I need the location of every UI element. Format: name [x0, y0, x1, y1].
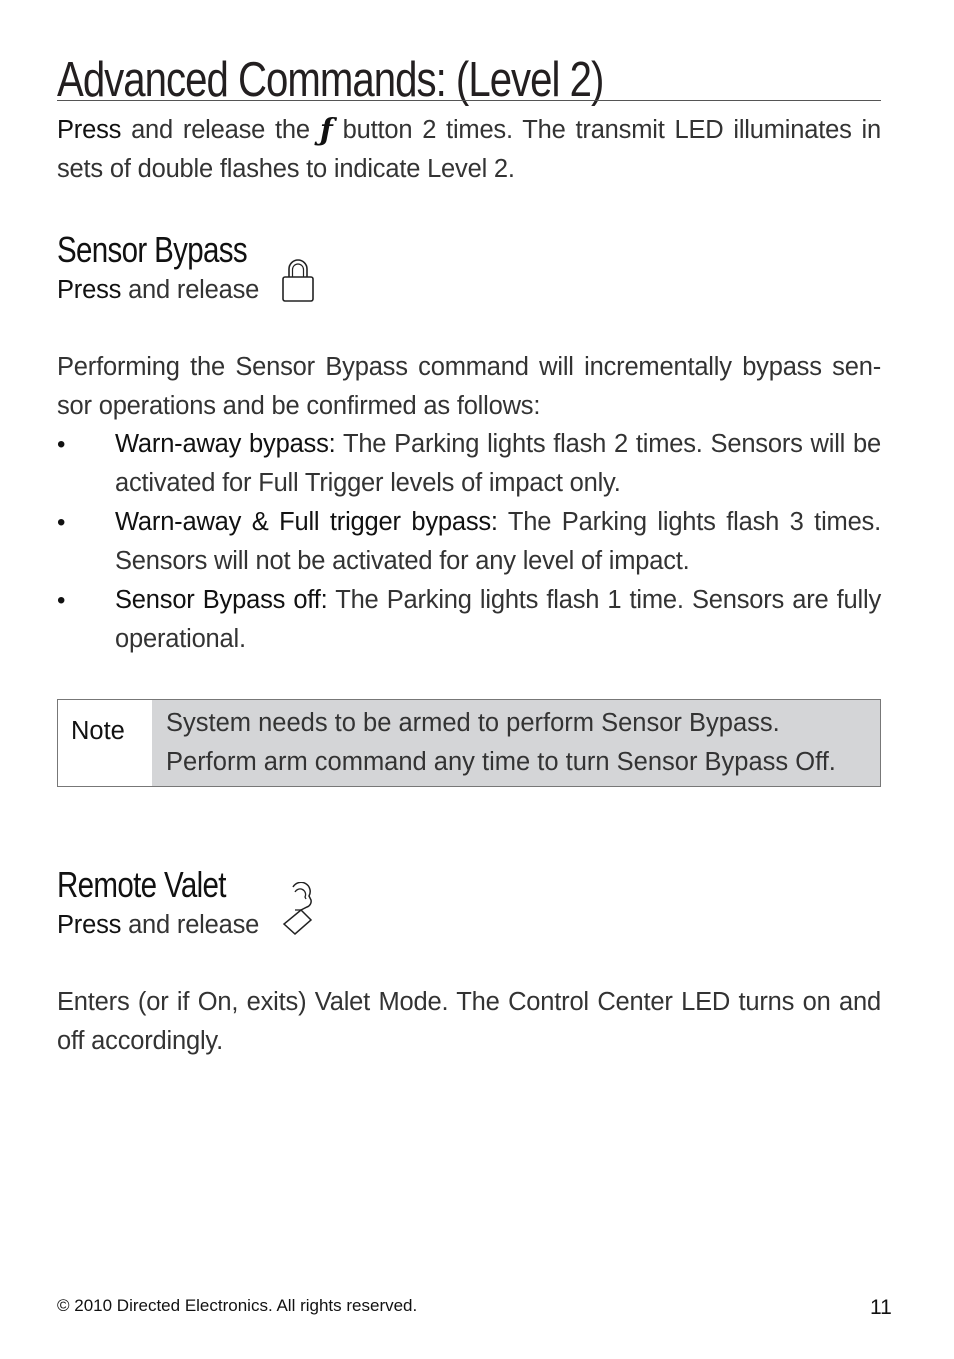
sensor-bypass-press: Press	[57, 276, 122, 304]
sensor-bypass-description: Performing the Sensor Bypass command will incrementally bypass sen-sor operations and be confirmed as follows:	[57, 353, 881, 420]
sensor-bypass-list	[57, 425, 881, 659]
bullet-label: Warn-away bypass:	[115, 430, 336, 458]
f-function-icon: ƒ	[319, 113, 333, 148]
bullet-label: Sensor Bypass off:	[115, 586, 328, 614]
sensor-bypass-heading: Sensor Bypass	[57, 229, 248, 270]
bullet-text: The Parking lights flash 1 time. Sensors are fully operational.	[115, 586, 881, 653]
padlock-icon	[281, 257, 315, 303]
bullet-dot: •	[57, 509, 66, 536]
note-label: Note	[71, 717, 125, 745]
bullet-text: The Parking lights flash 2 times. Sensors will be activated for Full Trigger levels of impact only.	[115, 430, 881, 497]
note-line: System needs to be armed to perform Sensor Bypass.	[166, 709, 780, 737]
page-number: 11	[870, 1296, 892, 1319]
remote-valet-description: Enters (or if On, exits) Valet Mode. The Control Center LED turns on and off accordingly.	[57, 988, 881, 1055]
intro-press: Press	[57, 116, 122, 144]
intro-paragraph	[57, 109, 881, 189]
intro-before-icon: and release the	[131, 116, 310, 144]
bullet-label: Warn-away & Full trigger bypass:	[115, 508, 498, 536]
remote-valet-heading: Remote Valet	[57, 864, 226, 905]
note-line: Perform arm command any time to turn Sensor Bypass Off.	[166, 748, 836, 776]
list-item	[57, 425, 881, 503]
title-underline	[57, 100, 881, 101]
note-body	[152, 700, 880, 786]
note-box	[57, 699, 881, 787]
remote-valet-press-line	[57, 906, 881, 945]
list-item	[57, 503, 881, 581]
remote-valet-release: and release	[128, 911, 260, 939]
sensor-bypass-release: and release	[128, 276, 260, 304]
list-item	[57, 581, 881, 659]
page-title: Advanced Commands: (Level 2)	[57, 53, 604, 107]
bullet-dot: •	[57, 587, 66, 614]
bullet-text: The Parking lights flash 3 times. Sensors will not be activated for any level of impact.	[115, 508, 881, 575]
remote-valet-press: Press	[57, 911, 122, 939]
intro-after-icon: button 2 times. The transmit LED illuminates in sets of double flashes to indicate Level 2.	[57, 116, 881, 183]
sensor-bypass-press-line	[57, 271, 881, 310]
footer-copyright: © 2010 Directed Electronics. All rights reserved.	[57, 1296, 418, 1315]
bullet-dot: •	[57, 431, 66, 458]
valet-key-icon	[281, 882, 315, 938]
